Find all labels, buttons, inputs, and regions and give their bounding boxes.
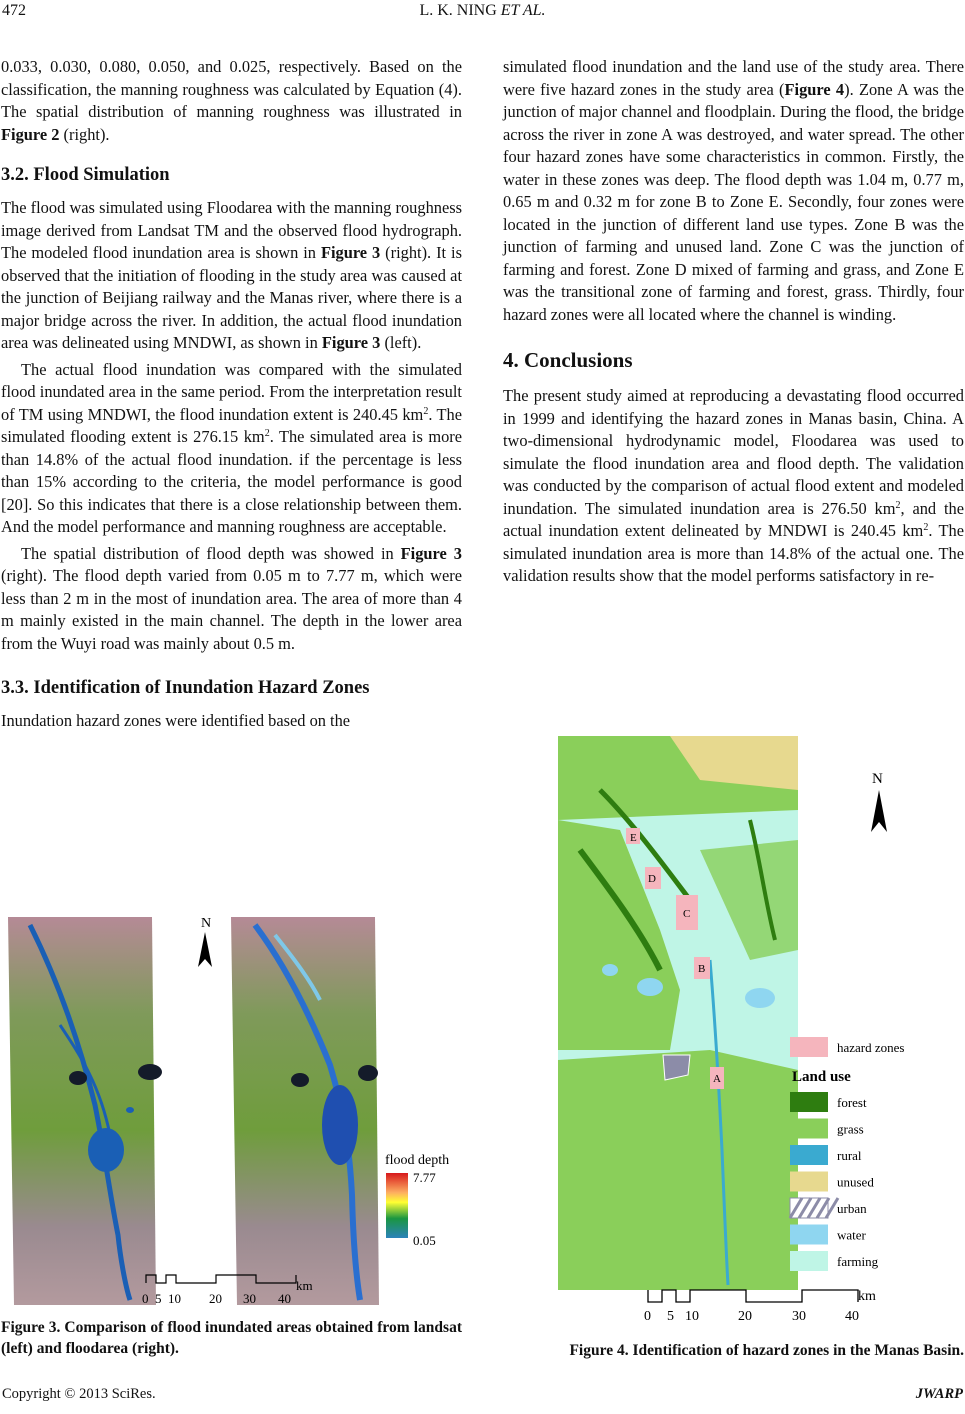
flood-depth-color-ramp — [386, 1173, 408, 1238]
scale-tick: 40 — [845, 1309, 859, 1324]
left-para-5: Inundation hazard zones were identified based on the — [1, 711, 351, 730]
right-para-2 — [503, 385, 964, 588]
header-et-al: ET AL. — [500, 2, 546, 19]
superscript: 2 — [264, 428, 270, 439]
superscript: 2 — [923, 522, 929, 533]
legend-swatch-water — [790, 1225, 828, 1245]
left-para-3 — [1, 359, 462, 539]
text: , and the actual inundation extent delineated by MNDWI is 240.45 km — [503, 498, 964, 540]
legend-label-urban: urban — [837, 1201, 867, 1216]
svg-text:N: N — [201, 916, 212, 931]
legend-label-farming: farming — [837, 1254, 879, 1269]
text: simulated flood inundation and the land use of the study area. There were five hazard zones in the study area ( — [503, 57, 964, 99]
figure-4-caption: Figure 4. Identification of hazard zones in the Manas Basin. — [569, 1342, 964, 1359]
scale-tick: 5 — [667, 1309, 674, 1324]
legend-label-forest: forest — [837, 1095, 867, 1110]
text: (left). — [380, 333, 422, 352]
text: (right). — [59, 124, 110, 144]
section-3-2-title: 3.2. Flood Simulation — [1, 165, 170, 185]
superscript: 2 — [895, 499, 901, 511]
north-arrow-icon — [871, 771, 887, 832]
legend-swatch-rural — [790, 1145, 828, 1165]
legend-label-hazard: hazard zones — [837, 1040, 905, 1055]
text: . The simulated area is more than 14.8% of the actual flood inundation. if the percentage is less than 15% according to the criteria, the model performance is good [20]. So this indicates that there is a close relationship between them. And the model performance and manning roughness are acceptable. — [1, 427, 462, 536]
flood-depth-legend-title: flood depth — [385, 1153, 450, 1168]
text: 0.033, 0.030, 0.080, 0.050, and 0.025, respectively. Based on the classification, the manning roughness was calculated by Equation (4). The spatial distribution of manning roughness was illustrated in — [1, 57, 462, 121]
legend-swatch-grass — [790, 1119, 828, 1139]
scale-tick: 20 — [209, 1291, 222, 1305]
scale-tick: 30 — [243, 1291, 256, 1305]
figure-4 — [550, 730, 945, 1335]
legend-min: 0.05 — [413, 1233, 436, 1248]
page-number: 472 — [2, 2, 26, 19]
figure-ref[interactable]: Figure 3 — [321, 333, 381, 352]
figure-3 — [0, 905, 465, 1305]
text: ). Zone A was the junction of major channel and floodplain. During the flood, the bridge across the river in zone A was destroyed, and water spread. The other four hazard zones have some characteristics in common. Firstly, the water in these zones was deep. The flood depth was 1.04 m, 0.77 m, 0.65 m and 0.32 m for zone B to Zone E. Secondly, four zones were located in the junction of different land use types. Zone B was the junction of farming and unused land. Zone C was the junction of farming and forest. Zone D mixed of farming and grass, and Zone E was the transitional zone of farming and forest, grass. Thirdly, four hazard zones were all located where the channel is winding. — [503, 79, 964, 324]
legend-label-grass: grass — [837, 1121, 864, 1137]
text: . The simulated inundation area is more than 14.8% of the actual one. The validation results show that the model performs satisfactory in re- — [503, 521, 964, 585]
scale-tick: 20 — [738, 1309, 752, 1324]
landsat-map-left — [8, 917, 162, 1305]
zone-label: C — [683, 908, 691, 920]
zone-label: B — [698, 963, 706, 975]
scale-tick: 30 — [792, 1309, 806, 1324]
text: . The simulated flooding extent is 276.15 km — [1, 404, 462, 446]
legend-title-land-use: Land use — [792, 1069, 851, 1085]
scale-tick: 40 — [278, 1291, 291, 1305]
left-column — [1, 56, 462, 733]
figure-ref[interactable]: Figure 4 — [784, 79, 845, 99]
text: The spatial distribution of flood depth was showed in — [21, 543, 401, 563]
legend-swatch-unused — [790, 1172, 828, 1192]
zone-label: A — [713, 1073, 721, 1085]
legend-label-water: water — [837, 1227, 866, 1243]
footer-copyright: Copyright © 2013 SciRes. — [2, 1386, 156, 1402]
left-para-1 — [1, 56, 462, 146]
scale-tick: 10 — [685, 1309, 699, 1324]
legend-swatch-hazard — [790, 1037, 828, 1057]
svg-text:N: N — [872, 771, 883, 787]
legend-label-unused: unused — [837, 1174, 874, 1190]
text: The present study aimed at reproducing a devastating flood occurred in 1999 and identifying the hazard zones in Manas basin, China. A two-dimensional hydrodynamic model, Floodarea was used to simulate the flood inundation area and flood depth. The validation was conducted by the comparison of actual flood extent and modeled inundation. The simulated inundation area is 276.50 km — [503, 386, 964, 518]
text: The flood was simulated using Floodarea with the manning roughness image derived from Landsat TM and the observed flood hydrograph. The modeled flood inundation area is shown in — [1, 198, 462, 262]
legend-swatch-farming — [790, 1251, 828, 1271]
section-3-3-title: 3.3. Identification of Inundation Hazard Zones — [1, 678, 370, 698]
north-arrow-icon — [198, 916, 212, 967]
legend-swatch-forest — [790, 1092, 828, 1112]
section-4-title: 4. Conclusions — [503, 348, 633, 372]
scale-unit: km — [296, 1278, 313, 1293]
scale-unit: km — [858, 1289, 876, 1304]
text: (right). It is observed that the initiation of flooding in the study area was caused at the junction of Beijiang railway and the Manas river, where there is a major bridge across the river. In addition, the actual flood inundation area was delineated using MNDWI, as shown in — [1, 243, 462, 352]
superscript: 2 — [423, 405, 429, 417]
header-authors: L. K. NING — [419, 2, 497, 19]
text: (right). The flood depth varied from 0.05 m to 7.77 m, which were less than 2 m in the most of inundation area. The area of more than 4 m mainly existed in the main channel. The depth in the lower area from the Wuyi road was mainly about 0.5 m. — [1, 566, 462, 653]
zone-label: D — [648, 873, 656, 885]
land-use-legend — [790, 1037, 905, 1271]
figure-ref[interactable]: Figure 3 — [400, 543, 462, 563]
scale-tick: 0 — [142, 1291, 149, 1305]
floodarea-map-right — [231, 917, 379, 1305]
running-header — [0, 2, 965, 20]
left-para-2 — [1, 197, 462, 355]
text: The actual flood inundation was compared with the simulated flood inundated area in the same period. From the interpretation result of TM using MNDWI, the flood inundation extent is 240.45 km — [1, 359, 462, 424]
right-column — [503, 56, 964, 588]
footer-journal: JWARP — [915, 1386, 963, 1402]
right-para-1 — [503, 56, 964, 326]
scale-tick: 10 — [168, 1291, 181, 1305]
left-para-4 — [1, 543, 462, 656]
figure-3-caption: Figure 3. Comparison of flood inundated areas obtained from landsat (left) and floodarea (right). — [1, 1319, 462, 1357]
zone-label: E — [630, 832, 637, 844]
figure-ref[interactable]: Figure 2 — [1, 124, 60, 144]
legend-label-rural: rural — [837, 1148, 862, 1163]
land-use-map — [558, 736, 798, 1290]
scale-bar — [644, 1289, 876, 1324]
figure-ref[interactable]: Figure 3 — [320, 243, 381, 262]
scale-tick: 5 — [155, 1291, 162, 1305]
legend-max: 7.77 — [413, 1170, 436, 1185]
scale-tick: 0 — [644, 1309, 651, 1324]
